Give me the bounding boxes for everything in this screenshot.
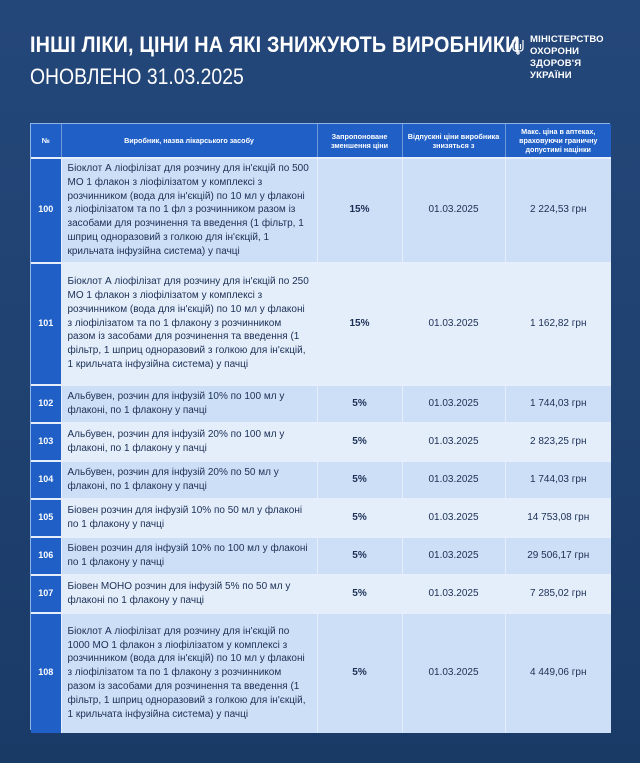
table-header-row: [31, 124, 611, 158]
ministry-logo: [512, 34, 610, 94]
price-reduction: 5%: [317, 423, 402, 461]
effective-date: 01.03.2025: [402, 537, 505, 575]
drug-name: Біовен розчин для інфузій 10% по 50 мл у флаконі по 1 флакону у пачці: [61, 499, 317, 537]
ministry-line: ОХОРОНИ: [530, 46, 580, 57]
page-subtitle: ОНОВЛЕНО 31.03.2025: [30, 64, 244, 89]
row-number: 103: [31, 423, 61, 461]
price-table: [31, 124, 611, 733]
table-row: [31, 385, 611, 423]
max-price: 2 823,25 грн: [505, 423, 611, 461]
trident-icon: [512, 38, 524, 56]
drug-name: Альбувен, розчин для інфузій 10% по 100 мл у флаконі, по 1 флакону у пачці: [61, 385, 317, 423]
effective-date: 01.03.2025: [402, 385, 505, 423]
drug-name: Біоклот А ліофілізат для розчину для ін'єкцій по 1000 МО 1 флакон з ліофілізатом у комплексі з розчинником (вода для ін'єкцій) по 10 мл у флаконі з ліофілізатом та по 1 флакону з розчинником разом із засобами для розчинення та введення (1 фільтр, 1 шприц одноразовий з голкою для ін'єкцій, 1 крильчата інфузійна система) у пачці: [61, 613, 317, 733]
column-header-name: Виробник, назва лікарського засобу: [61, 124, 317, 158]
table-row: [31, 158, 611, 263]
max-price: 1 162,82 грн: [505, 263, 611, 385]
table-row: [31, 423, 611, 461]
row-number: 100: [31, 158, 61, 263]
effective-date: 01.03.2025: [402, 461, 505, 499]
effective-date: 01.03.2025: [402, 613, 505, 733]
effective-date: 01.03.2025: [402, 263, 505, 385]
drug-name: Біовен МОНО розчин для інфузій 5% по 50 мл у флаконі по 1 флакону у пачці: [61, 575, 317, 613]
row-number: 105: [31, 499, 61, 537]
max-price: 1 744,03 грн: [505, 461, 611, 499]
max-price: 7 285,02 грн: [505, 575, 611, 613]
price-reduction: 5%: [317, 613, 402, 733]
price-reduction: 5%: [317, 575, 402, 613]
ministry-line: МІНІСТЕРСТВО: [530, 34, 604, 45]
price-reduction: 15%: [317, 158, 402, 263]
table-row: [31, 575, 611, 613]
drug-name: Біовен розчин для інфузій 10% по 100 мл у флаконі по 1 флакону у пачці: [61, 537, 317, 575]
column-header-number: №: [31, 124, 61, 158]
max-price: 1 744,03 грн: [505, 385, 611, 423]
max-price: 14 753,08 грн: [505, 499, 611, 537]
price-reduction: 15%: [317, 263, 402, 385]
row-number: 101: [31, 263, 61, 385]
ministry-line: ЗДОРОВ'Я: [530, 58, 582, 69]
price-reduction: 5%: [317, 461, 402, 499]
effective-date: 01.03.2025: [402, 499, 505, 537]
price-reduction: 5%: [317, 499, 402, 537]
max-price: 2 224,53 грн: [505, 158, 611, 263]
table-row: [31, 263, 611, 385]
drug-name: Біоклот А ліофілізат для розчину для ін'єкцій по 500 МО 1 флакон з ліофілізатом у комплексі з розчинником (вода для ін'єкцій) по 10 мл у флаконі з ліофілізатом та по 1 фл з розчинником разом із засобами для розчинення та введення (1 фільтр, 1 шприц одноразовий з голкою для ін'єкцій, 1 крильчата інфузійна система) у пачці: [61, 158, 317, 263]
drug-name: Біоклот А ліофілізат для розчину для ін'єкцій по 250 МО 1 флакон з ліофілізатом у комплексі з розчинником (вода для ін'єкцій) по 10 мл у флаконі з ліофілізатом та по 1 флакону з розчинником разом із засобами для розчинення та введення (1 фільтр, 1 шприц одноразовий з голкою для ін'єкцій, 1 крильчата інфузійна система) у пачці: [61, 263, 317, 385]
price-table-container: [30, 123, 610, 730]
drug-name: Альбувен, розчин для інфузій 20% по 100 мл у флаконі, по 1 флакону у пачці: [61, 423, 317, 461]
column-header-reduction: Запропоноване зменшення ціни: [317, 124, 402, 158]
table-row: [31, 499, 611, 537]
max-price: 4 449,06 грн: [505, 613, 611, 733]
table-row: [31, 461, 611, 499]
effective-date: 01.03.2025: [402, 575, 505, 613]
ministry-name: [530, 34, 604, 82]
ministry-line: УКРАЇНИ: [530, 70, 572, 81]
column-header-date: Відпускні ціни виробника знизяться з: [402, 124, 505, 158]
page-title: ІНШІ ЛІКИ, ЦІНИ НА ЯКІ ЗНИЖУЮТЬ ВИРОБНИКИ: [30, 32, 520, 57]
page-header: [30, 28, 610, 98]
table-row: [31, 613, 611, 733]
row-number: 107: [31, 575, 61, 613]
table-row: [31, 537, 611, 575]
effective-date: 01.03.2025: [402, 158, 505, 263]
price-reduction: 5%: [317, 537, 402, 575]
price-reduction: 5%: [317, 385, 402, 423]
drug-name: Альбувен, розчин для інфузій 20% по 50 мл у флаконі, по 1 флакону у пачці: [61, 461, 317, 499]
column-header-price: Макс. ціна в аптеках, враховуючи граничну допустимі націнки: [505, 124, 611, 158]
row-number: 106: [31, 537, 61, 575]
row-number: 102: [31, 385, 61, 423]
row-number: 108: [31, 613, 61, 733]
max-price: 29 506,17 грн: [505, 537, 611, 575]
effective-date: 01.03.2025: [402, 423, 505, 461]
row-number: 104: [31, 461, 61, 499]
